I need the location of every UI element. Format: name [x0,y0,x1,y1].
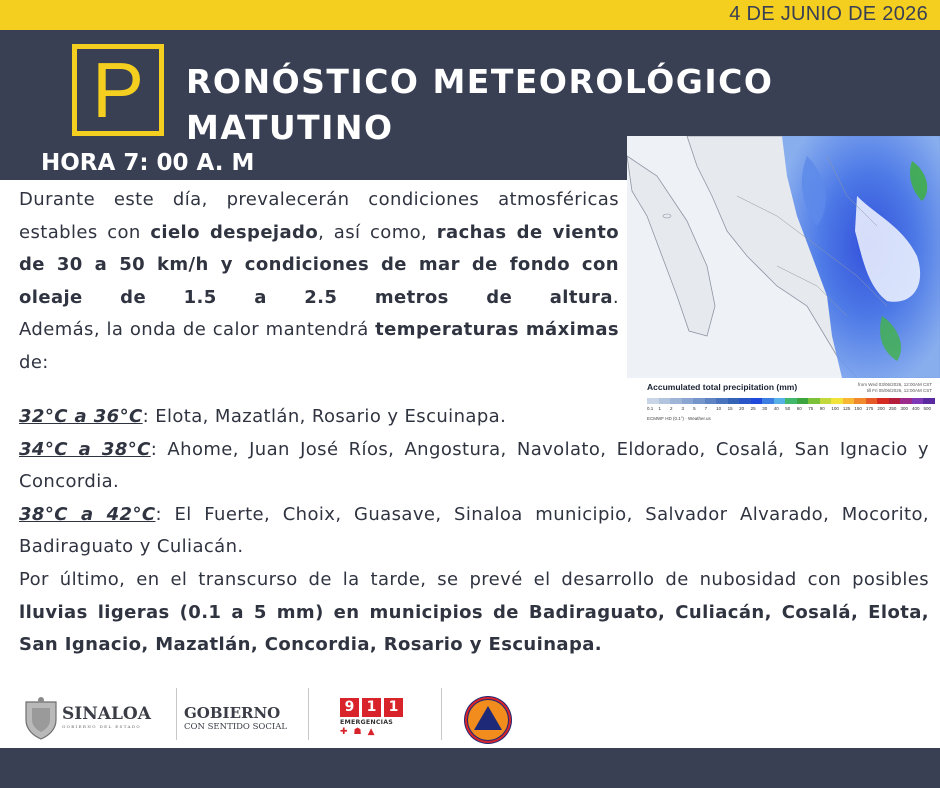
map-legend-title: Accumulated total precipitation (mm) [647,382,798,392]
highlight-max-temps: temperaturas máximas [375,319,620,341]
emergency-911-digits [340,698,404,717]
colorbar-tick-label: 20 [739,406,745,411]
logos-row [0,680,940,748]
temp-range-3-label: 38°C a 42°C [19,503,156,525]
forecast-text-bottom [19,401,929,662]
temp-range-3 [19,499,929,564]
sinaloa-shield-icon [22,696,60,740]
colorbar-tick-label: 3 [681,406,685,411]
temp-range-1-list: : Elota, Mazatlán, Rosario y Escuinapa. [142,406,507,427]
colorbar-tick-label: 400 [911,406,920,411]
colorbar-tick-label: 500 [923,406,931,411]
colorbar-tick-label: 125 [842,406,851,411]
civil-protection-icon [462,694,514,746]
title-line-1: RONÓSTICO METEOROLÓGICO [186,62,774,101]
forecast-text-top [19,184,619,380]
colorbar-tick-label: 30 [762,406,768,411]
temp-range-2 [19,434,929,499]
colorbar-tick-label: 75 [808,406,814,411]
title-initial-box: P [72,44,164,136]
temp-range-2-label: 34°C a 38°C [19,438,151,460]
temp-range-1 [19,401,929,434]
colorbar-tick-label: 200 [877,406,885,411]
map-valid-from: from Wed 03/06/2026, 12:00AM CST [858,382,932,387]
colorbar-tick-label: 100 [831,406,839,411]
colorbar-tick-label: 2 [670,406,673,411]
colorbar-tick-label: 5 [693,406,696,411]
temp-range-3-list: : El Fuerte, Choix, Guasave, Sinaloa municipio, Salvador Alvarado, Mocorito, Badiraguato y Culiacán. [19,503,929,558]
footer-bar [0,748,940,788]
colorbar-tick-label: 25 [750,406,756,411]
emergency-label: EMERGENCIAS [340,719,394,726]
colorbar-tick-label: 175 [865,406,874,411]
colorbar-tick-label: 15 [727,406,733,411]
bulletin-date: 4 DE JUNIO DE 2026 [729,3,928,25]
emergency-911-logo [340,698,404,738]
logo-divider [176,688,177,740]
colorbar-tick-label: 50 [785,406,791,411]
paragraph-conditions: Durante este día, prevalecerán condiciones atmosféricas estables con cielo despejado, así como, rachas de viento de 30 a 50 km/h y condiciones de mar de fondo con oleaje de 1.5 a 2.5 metros de altura. [19,189,619,308]
logo-divider [308,688,309,740]
colorbar-tick-label: 250 [888,406,897,411]
map-source: ECMWF HD (0.1°) · Weather.us [647,416,711,421]
highlight-clear-sky: cielo despejado [150,221,319,243]
paragraph-rain: Por último, en el transcurso de la tarde, se prevé el desarrollo de nubosidad con posibles lluvias ligeras (0.1 a 5 mm) en municipios de Badiraguato, Culiacán, Cosalá, Elota, San Ignacio, Mazatlán, Concordia, Rosario y Escuinapa. [19,568,929,656]
colorbar-tick-label: 1 [658,406,662,411]
colorbar-tick-label: 150 [854,406,862,411]
logo-divider [441,688,442,740]
colorbar-tick-label: 40 [773,406,779,411]
colorbar-tick-label: 10 [716,406,722,411]
colorbar-tick-label: 7 [704,406,708,411]
highlight-wind-waves: rachas de viento de 30 a 50 km/h y condiciones de mar de fondo con oleaje de 1.5 a 2.5 metros de altura [19,221,619,308]
gobierno-logo-text: GOBIERNO [184,704,281,722]
colorbar-tick-label: 300 [900,406,908,411]
temp-range-1-label: 32°C a 36°C [19,406,143,427]
emergency-digit: 1 [384,698,403,717]
colorbar-tick-label: 60 [796,406,802,411]
top-yellow-bar [0,0,940,30]
emergency-digit: 1 [362,698,381,717]
sinaloa-logo-subtitle: GOBIERNO DEL ESTADO [62,724,142,729]
colorbar-tick-label: 90 [819,406,825,411]
emergency-services-icons: ✚☗▲ [340,727,381,737]
colorbar-tick-label: 0.1 [647,406,654,411]
sinaloa-logo-text: SINALOA [62,704,151,724]
temp-range-2-list: : Ahome, Juan José Ríos, Angostura, Navolato, Eldorado, Cosalá, San Ignacio y Concordia. [19,438,929,493]
precipitation-map [627,136,940,428]
highlight-light-rain: lluvias ligeras (0.1 a 5 mm) en municipios de Badiraguato, Culiacán, Cosalá, Elota, San Ignacio, Mazatlán, Concordia, Rosario y Escuinapa. [19,601,929,656]
bulletin-time: HORA 7: 00 A. M [41,150,255,176]
map-valid-till: till Fri 05/06/2026, 12:00AM CST [866,388,932,393]
gobierno-logo-subtitle: CON SENTIDO SOCIAL [184,722,288,732]
emergency-digit: 9 [340,698,359,717]
title-line-2: MATUTINO [186,108,394,147]
paragraph-heatwave: Además, la onda de calor mantendrá temperaturas máximas de: [19,319,620,373]
